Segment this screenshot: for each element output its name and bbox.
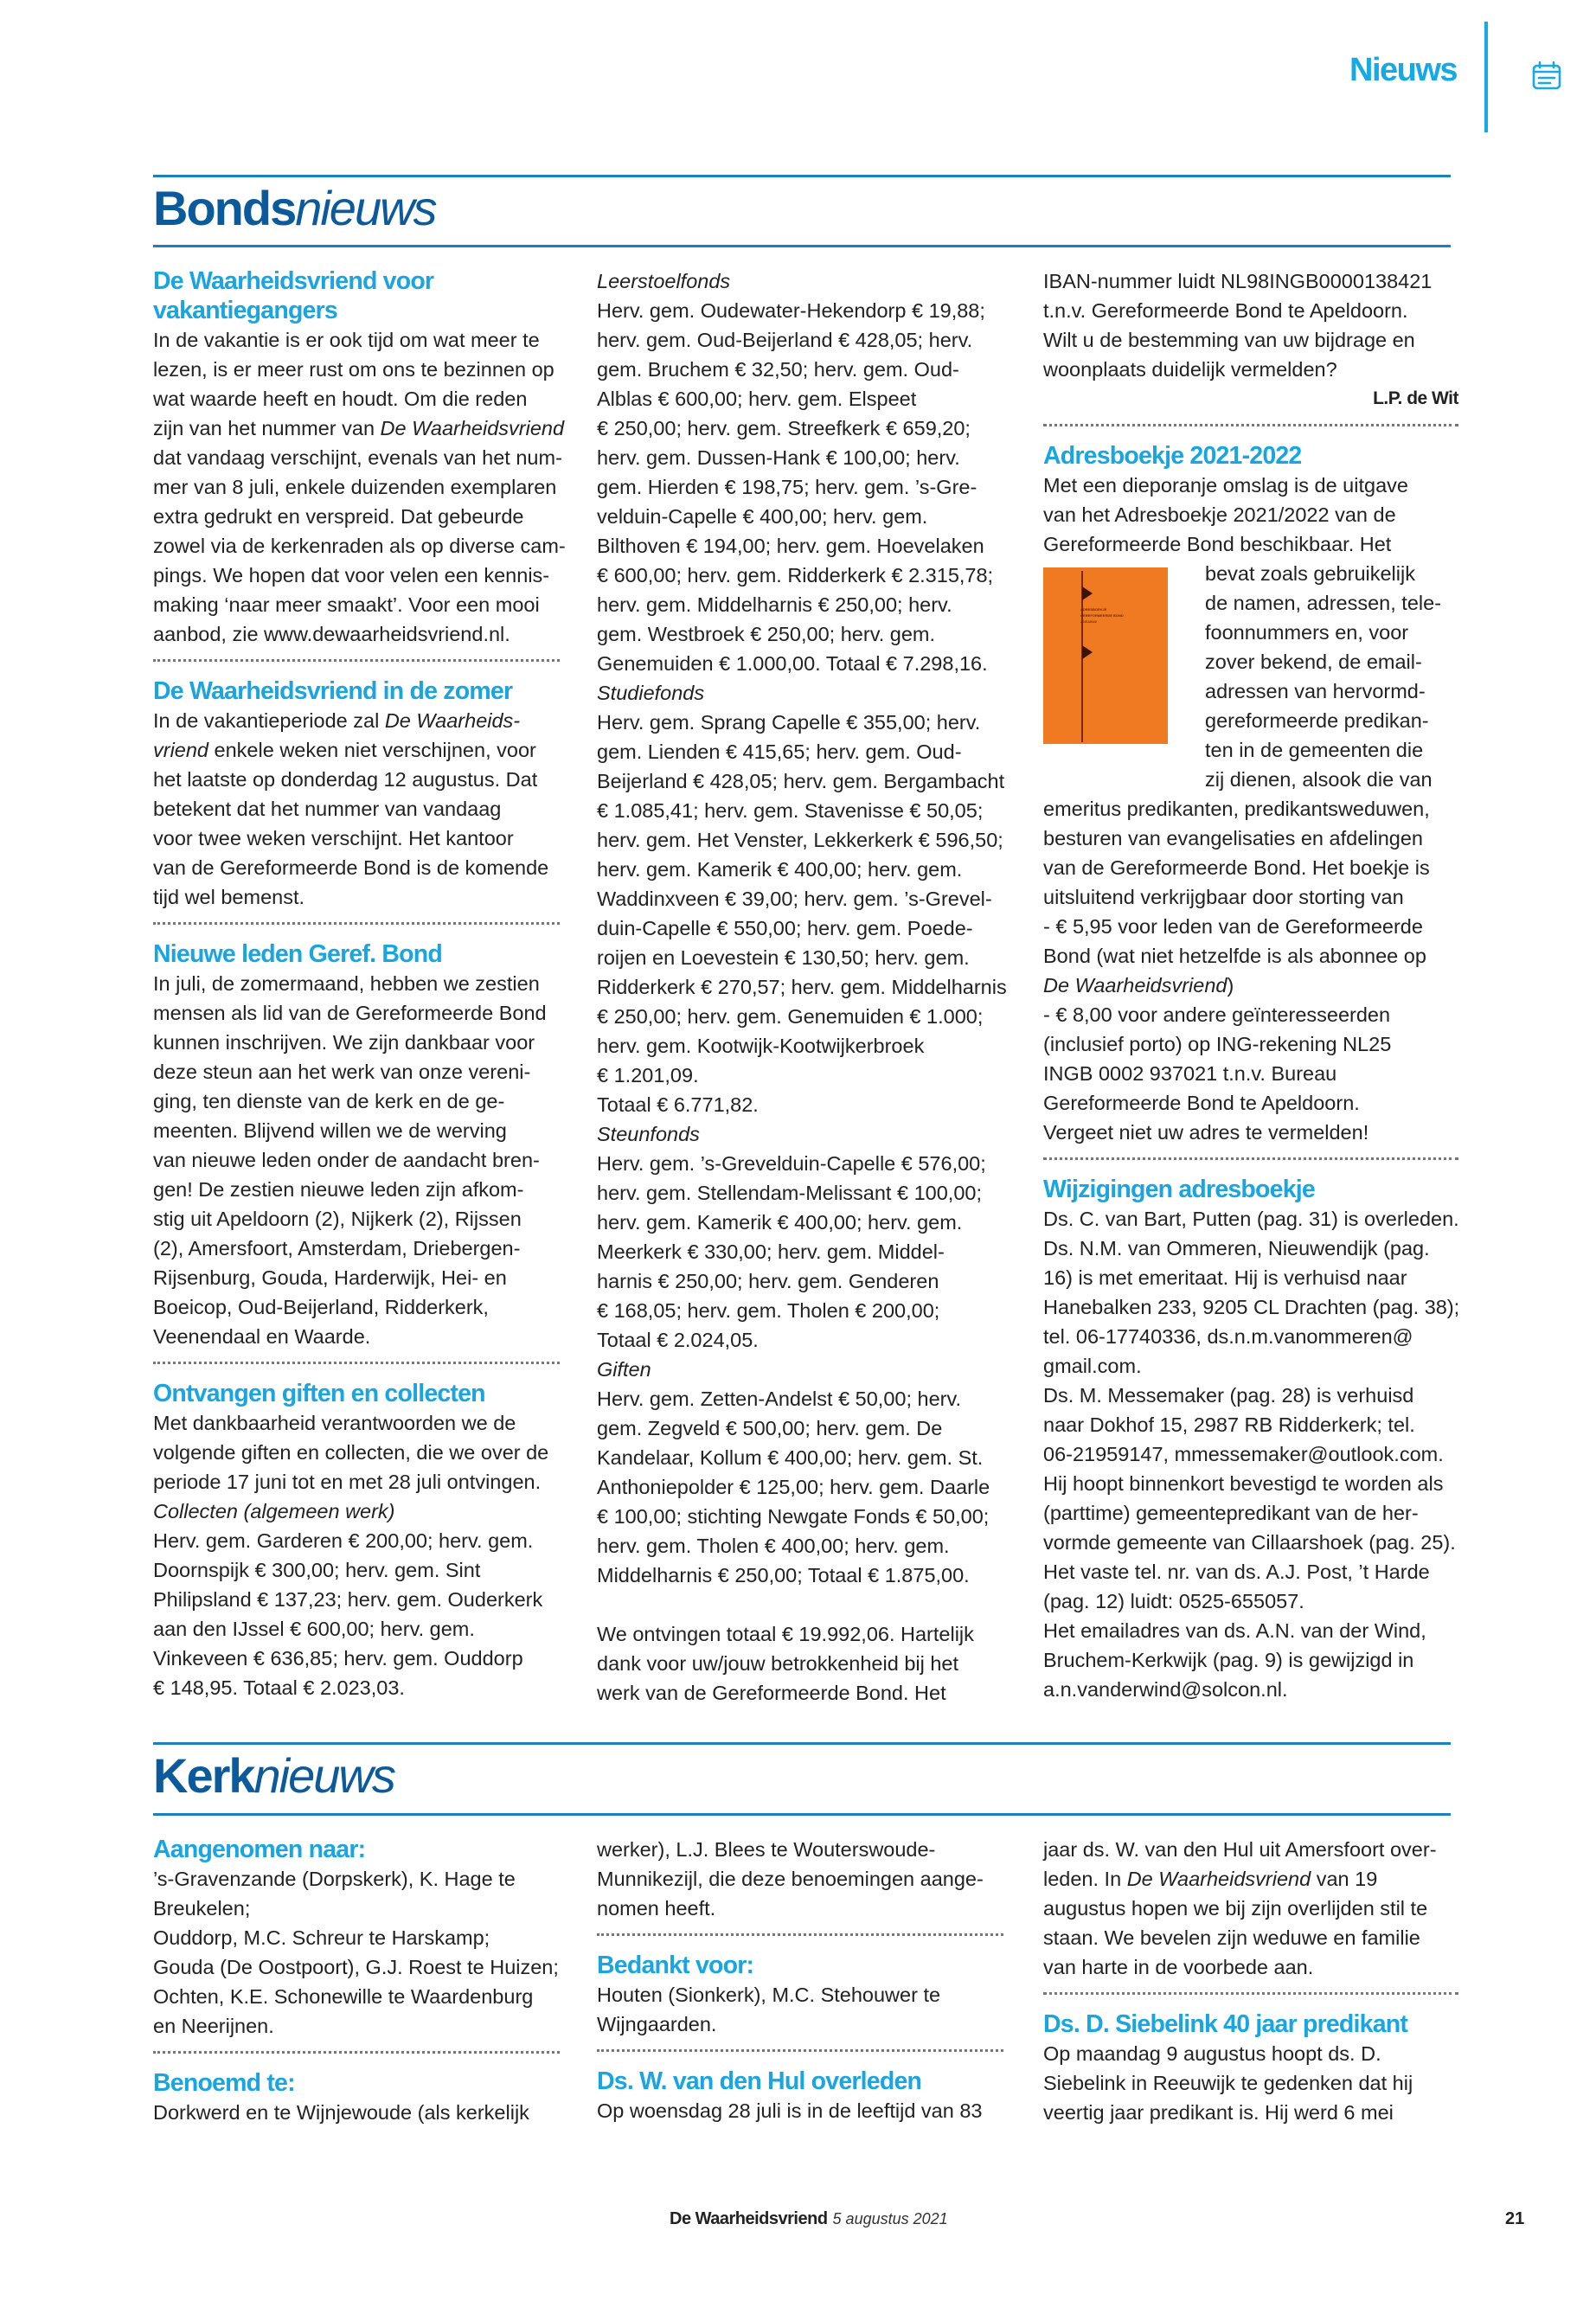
cover-text: GEREFORMEERDE BOND bbox=[1080, 613, 1124, 618]
calendar-icon bbox=[1531, 61, 1562, 92]
dotted-divider bbox=[1043, 1147, 1467, 1175]
header-divider bbox=[1484, 22, 1488, 132]
cover-text: ADRESBOEKJE bbox=[1080, 607, 1107, 612]
text-line: Genemuiden € 1.000,00. Totaal € 7.298,16. bbox=[597, 652, 988, 675]
text-line: De Waarheidsvriend) bbox=[1043, 974, 1234, 997]
text-line: Middelharnis € 250,00; Totaal € 1.875,00. bbox=[597, 1564, 970, 1586]
text-line: de namen, adressen, tele- bbox=[1205, 592, 1442, 614]
text-line: foonnummers en, voor bbox=[1205, 621, 1409, 644]
bonds-column-1 bbox=[153, 266, 568, 1702]
text-line: periode 17 juni tot en met 28 juli ontvingen. bbox=[153, 1471, 542, 1493]
text-line: herv. gem. Stellendam-Melissant € 100,00; bbox=[597, 1182, 982, 1204]
article-heading: Adresboekje 2021-2022 bbox=[1043, 442, 1302, 470]
text-line: Gereformeerde Bond te Apeldoorn. bbox=[1043, 1092, 1360, 1114]
text-line: adressen van hervormd- bbox=[1205, 680, 1426, 702]
paragraph bbox=[153, 969, 568, 1351]
text-line: volgende giften en collecten, die we over de bbox=[153, 1441, 549, 1464]
text-line: (inclusief porto) op ING-rekening NL25 bbox=[1043, 1033, 1392, 1055]
text-line: roijen en Loevestein € 130,50; herv. gem. bbox=[597, 946, 970, 969]
text-line: duin-Capelle € 550,00; herv. gem. Poede- bbox=[597, 917, 973, 939]
text-line: ging, ten dienste van de kerk en de ge- bbox=[153, 1090, 505, 1112]
section-rule-bottom bbox=[153, 1813, 1451, 1816]
text-line: meenten. Blijvend willen we de werving bbox=[153, 1119, 507, 1142]
subheading: Collecten (algemeen werk) bbox=[153, 1500, 395, 1522]
paragraph bbox=[597, 296, 1012, 678]
text-line: stig uit Apeldoorn (2), Nijkerk (2), Rijssen bbox=[153, 1208, 522, 1230]
text-line: werk van de Gereformeerde Bond. Het bbox=[597, 1682, 946, 1704]
text-line: herv. gem. Kootwijk-Kootwijkerbroek bbox=[597, 1035, 925, 1057]
text-line: € 100,00; stichting Newgate Fonds € 50,00; bbox=[597, 1505, 990, 1528]
text-line: ten in de gemeenten die bbox=[1205, 739, 1424, 761]
paragraph bbox=[597, 1835, 1012, 1923]
subheading: Studiefonds bbox=[597, 682, 705, 704]
text-line: dat vandaag verschijnt, evenals van het num- bbox=[153, 446, 562, 469]
paragraph bbox=[153, 1864, 568, 2041]
article-heading: Aangenomen naar: bbox=[153, 1836, 366, 1863]
subheading: Steunfonds bbox=[597, 1123, 700, 1145]
text-line: herv. gem. Middelharnis € 250,00; herv. bbox=[597, 593, 952, 616]
paragraph bbox=[597, 1149, 1012, 1355]
text-line: (parttime) gemeentepredikant van de her- bbox=[1043, 1502, 1419, 1524]
text-line: Beijerland € 428,05; herv. gem. Bergambacht bbox=[597, 770, 1005, 792]
text-line: Breukelen; bbox=[153, 1897, 251, 1920]
text-line: herv. gem. Kamerik € 400,00; herv. gem. bbox=[597, 1211, 963, 1234]
text-line: Hij hoopt binnenkort bevestigd te worden als bbox=[1043, 1472, 1444, 1495]
text-line: Ds. N.M. van Ommeren, Nieuwendijk (pag. bbox=[1043, 1237, 1430, 1259]
text-line: nomen heeft. bbox=[597, 1897, 716, 1920]
text-line: In juli, de zomermaand, hebben we zestien bbox=[153, 972, 540, 995]
text-line: van harte in de voorbede aan. bbox=[1043, 1956, 1314, 1978]
text-line: Ouddorp, M.C. Schreur te Harskamp; bbox=[153, 1926, 490, 1949]
text-line: 06-21959147, mmessemaker@outlook.com. bbox=[1043, 1443, 1444, 1465]
text-line: Meerkerk € 330,00; herv. gem. Middel- bbox=[597, 1240, 945, 1263]
paragraph bbox=[153, 1408, 568, 1497]
text-line: staan. We bevelen zijn weduwe en familie bbox=[1043, 1926, 1420, 1949]
article-heading: Ds. D. Siebelink 40 jaar predikant bbox=[1043, 2010, 1408, 2038]
text-line: en Neerijnen. bbox=[153, 2015, 274, 2037]
cover-flag-icon bbox=[1082, 645, 1093, 659]
text-line: Bilthoven € 194,00; herv. gem. Hoevelaken bbox=[597, 535, 984, 557]
cover-title bbox=[1080, 606, 1124, 625]
article-heading: De Waarheidsvriend voor bbox=[153, 267, 434, 295]
section-label: Nieuws bbox=[1349, 52, 1458, 88]
text-line: tijd wel bemenst. bbox=[153, 886, 305, 908]
text-line: gem. Westbroek € 250,00; herv. gem. bbox=[597, 623, 935, 645]
text-line: - € 5,95 voor leden van de Gereformeerde bbox=[1043, 915, 1423, 938]
text-line: IBAN-nummer luidt NL98INGB0000138421 bbox=[1043, 270, 1433, 292]
image-with-text bbox=[1043, 559, 1467, 794]
dotted-divider bbox=[597, 1923, 1012, 1951]
text-line: Totaal € 6.771,82. bbox=[597, 1093, 759, 1116]
paragraph bbox=[597, 1980, 1012, 2039]
text-line: Vergeet niet uw adres te vermelden! bbox=[1043, 1121, 1369, 1144]
text-line: Doornspijk € 300,00; herv. gem. Sint bbox=[153, 1559, 481, 1581]
text-line: € 250,00; herv. gem. Streefkerk € 659,20; bbox=[597, 417, 971, 439]
text-line: ’s-Gravenzande (Dorpskerk), K. Hage te bbox=[153, 1868, 516, 1890]
text-line: Met een dieporanje omslag is de uitgave bbox=[1043, 474, 1408, 497]
paragraph bbox=[597, 1619, 1012, 1708]
text-line: augustus hopen we bij zijn overlijden stil te bbox=[1043, 1897, 1428, 1920]
text-line: gereformeerde predikan- bbox=[1205, 709, 1429, 732]
text-line: (2), Amersfoort, Amsterdam, Driebergen- bbox=[153, 1237, 521, 1259]
title-italic: nieuws bbox=[253, 1748, 394, 1803]
text-line: veertig jaar predikant is. Hij werd 6 mei bbox=[1043, 2101, 1394, 2124]
text-line: gem. Bruchem € 32,50; herv. gem. Oud- bbox=[597, 358, 959, 381]
text-line: Ds. M. Messemaker (pag. 28) is verhuisd bbox=[1043, 1384, 1414, 1407]
title-bold: Bonds bbox=[153, 181, 296, 235]
author-signature: L.P. de Wit bbox=[1373, 388, 1458, 408]
article-heading: Bedankt voor: bbox=[597, 1952, 754, 1979]
text-line: naar Dokhof 15, 2987 RB Ridderkerk; tel. bbox=[1043, 1413, 1415, 1436]
text-line: dank voor uw/jouw betrokkenheid bij het bbox=[597, 1652, 959, 1675]
text-line: lezen, is er meer rust om ons te bezinnen op bbox=[153, 358, 554, 381]
text-line: t.n.v. Gereformeerde Bond te Apeldoorn. bbox=[1043, 299, 1408, 322]
subheading: Leerstoelfonds bbox=[597, 270, 731, 292]
paragraph bbox=[1043, 471, 1467, 559]
page-number: 21 bbox=[1505, 2209, 1525, 2228]
text-line: Herv. gem. Sprang Capelle € 355,00; herv. bbox=[597, 711, 981, 734]
text-line: Totaal € 2.024,05. bbox=[597, 1329, 759, 1351]
text-line: € 250,00; herv. gem. Genemuiden € 1.000; bbox=[597, 1005, 984, 1028]
dotted-divider bbox=[597, 2039, 1012, 2067]
paragraph bbox=[597, 1384, 1012, 1590]
text-line: van het Adresboekje 2021/2022 van de bbox=[1043, 503, 1396, 526]
spacer bbox=[597, 1590, 1012, 1619]
text-line: € 1.085,41; herv. gem. Stavenisse € 50,05; bbox=[597, 799, 984, 822]
dotted-divider bbox=[1043, 1982, 1467, 2009]
paragraph bbox=[153, 2098, 568, 2127]
text-line: herv. gem. Oud-Beijerland € 428,05; herv. bbox=[597, 329, 973, 351]
text-line: Vinkeveen € 636,85; herv. gem. Ouddorp bbox=[153, 1647, 523, 1670]
text-line: Rijsenburg, Gouda, Harderwijk, Hei- en bbox=[153, 1266, 507, 1289]
cover-text: 2021/2022 bbox=[1080, 619, 1097, 624]
text-line: Herv. gem. ’s-Grevelduin-Capelle € 576,00; bbox=[597, 1152, 986, 1175]
text-line: gem. Lienden € 415,65; herv. gem. Oud- bbox=[597, 740, 962, 763]
text-line: Veenendaal en Waarde. bbox=[153, 1325, 371, 1348]
text-line: Wilt u de bestemming van uw bijdrage en bbox=[1043, 329, 1415, 351]
subheading: Giften bbox=[597, 1358, 651, 1381]
text-line: In de vakantie is er ook tijd om wat meer te bbox=[153, 329, 540, 351]
article-heading: Benoemd te: bbox=[153, 2069, 295, 2097]
text-line: van de Gereformeerde Bond is de komende bbox=[153, 856, 549, 879]
text-line: gmail.com. bbox=[1043, 1355, 1142, 1377]
dotted-divider bbox=[1043, 413, 1467, 441]
text-line: Het emailadres van ds. A.N. van der Wind, bbox=[1043, 1619, 1426, 1642]
text-line: Philipsland € 137,23; herv. gem. Ouderkerk bbox=[153, 1588, 543, 1611]
bonds-column-3 bbox=[1043, 266, 1467, 1704]
text-line: van nieuwe leden onder de aandacht bren- bbox=[153, 1149, 540, 1171]
paragraph bbox=[1043, 1204, 1467, 1704]
text-line: mensen als lid van de Gereformeerde Bond bbox=[153, 1002, 547, 1024]
text-line: Gouda (De Oostpoort), G.J. Roest te Huizen; bbox=[153, 1956, 559, 1978]
text-line: Wijngaarden. bbox=[597, 2013, 717, 2035]
paragraph bbox=[597, 2096, 1012, 2125]
text-line: gem. Hierden € 198,75; herv. gem. ’s-Gre- bbox=[597, 476, 977, 498]
text-line: Dorkwerd en te Wijnjewoude (als kerkelijk bbox=[153, 2101, 529, 2124]
text-line: aan den IJssel € 600,00; herv. gem. bbox=[153, 1618, 475, 1640]
publication-name: De Waarheidsvriend bbox=[670, 2209, 828, 2228]
kerk-column-3 bbox=[1043, 1835, 1467, 2127]
text-line: uitsluitend verkrijgbaar door storting van bbox=[1043, 886, 1404, 908]
cover-flag-icon bbox=[1082, 586, 1093, 600]
issue-date: 5 augustus 2021 bbox=[832, 2210, 948, 2227]
text-line: Gereformeerde Bond beschikbaar. Het bbox=[1043, 533, 1392, 555]
text-line: pings. We hopen dat voor velen een kennis- bbox=[153, 564, 550, 586]
text-line: zover bekend, de email- bbox=[1205, 651, 1422, 673]
text-line: Alblas € 600,00; herv. gem. Elspeet bbox=[597, 388, 917, 410]
text-line: € 148,95. Totaal € 2.023,03. bbox=[153, 1676, 405, 1699]
text-line: In de vakantieperiode zal De Waarheids- bbox=[153, 709, 521, 732]
section-rule-bottom bbox=[153, 245, 1451, 247]
paragraph bbox=[153, 325, 568, 649]
text-line: INGB 0002 937021 t.n.v. Bureau bbox=[1043, 1062, 1337, 1085]
text-line: We ontvingen totaal € 19.992,06. Hartelijk bbox=[597, 1623, 974, 1645]
section-title-bondsnieuws bbox=[153, 180, 436, 236]
dotted-divider bbox=[153, 1351, 568, 1379]
text-line: Hanebalken 233, 9205 CL Drachten (pag. 38); bbox=[1043, 1296, 1460, 1318]
text-line: Met dankbaarheid verantwoorden we de bbox=[153, 1412, 516, 1434]
text-line: Munnikezijl, die deze benoemingen aange- bbox=[597, 1868, 984, 1890]
text-line: herv. gem. Het Venster, Lekkerkerk € 596,50; bbox=[597, 829, 1003, 851]
text-line: tel. 06-17740336, ds.n.m.vanommeren@ bbox=[1043, 1325, 1413, 1348]
dotted-divider bbox=[153, 2041, 568, 2068]
text-line: velduin-Capelle € 400,00; herv. gem. bbox=[597, 505, 928, 528]
text-line: besturen van evangelisaties en afdelingen bbox=[1043, 827, 1423, 849]
paragraph bbox=[1043, 266, 1467, 384]
text-line: herv. gem. Kamerik € 400,00; herv. gem. bbox=[597, 858, 963, 881]
section-rule-top bbox=[153, 175, 1451, 177]
text-line: Herv. gem. Oudewater-Hekendorp € 19,88; bbox=[597, 299, 985, 322]
bonds-column-2 bbox=[597, 266, 1012, 1708]
paragraph bbox=[153, 706, 568, 912]
footer bbox=[670, 2209, 948, 2229]
paragraph bbox=[1043, 794, 1467, 1147]
text-line: herv. gem. Tholen € 400,00; herv. gem. bbox=[597, 1535, 950, 1557]
text-line: Bruchem-Kerkwijk (pag. 9) is gewijzigd in bbox=[1043, 1649, 1414, 1671]
text-line: betekent dat het nummer van vandaag bbox=[153, 798, 502, 820]
paragraph bbox=[597, 708, 1012, 1119]
text-line: Op woensdag 28 juli is in de leeftijd van 83 bbox=[597, 2099, 983, 2122]
text-line: het laatste op donderdag 12 augustus. Dat bbox=[153, 768, 538, 791]
text-line: gem. Zegveld € 500,00; herv. gem. De bbox=[597, 1417, 943, 1439]
paragraph bbox=[1043, 2039, 1467, 2127]
text-line: Op maandag 9 augustus hoopt ds. D. bbox=[1043, 2042, 1381, 2065]
text-line: herv. gem. Dussen-Hank € 100,00; herv. bbox=[597, 446, 960, 469]
dotted-divider bbox=[153, 912, 568, 939]
text-line: a.n.vanderwind@solcon.nl. bbox=[1043, 1678, 1288, 1701]
article-heading: Nieuwe leden Geref. Bond bbox=[153, 940, 442, 968]
text-line: van de Gereformeerde Bond. Het boekje is bbox=[1043, 856, 1430, 879]
text-line: zowel via de kerkenraden als op diverse cam- bbox=[153, 535, 566, 557]
text-line: leden. In De Waarheidsvriend van 19 bbox=[1043, 1868, 1378, 1890]
text-line: Waddinxveen € 39,00; herv. gem. ’s-Grevel- bbox=[597, 888, 992, 910]
text-line: Herv. gem. Garderen € 200,00; herv. gem. bbox=[153, 1529, 534, 1552]
text-line: Het vaste tel. nr. van ds. A.J. Post, ’t Harde bbox=[1043, 1561, 1430, 1583]
article-heading: Ds. W. van den Hul overleden bbox=[597, 2067, 922, 2095]
paragraph bbox=[1205, 559, 1441, 794]
text-line: - € 8,00 voor andere geïnteresseerden bbox=[1043, 1003, 1391, 1026]
kerk-column-2 bbox=[597, 1835, 1012, 2125]
section-title-kerknieuws bbox=[153, 1747, 394, 1804]
text-line: aanbod, zie www.dewaarheidsvriend.nl. bbox=[153, 623, 510, 645]
text-line: kunnen inschrijven. We zijn dankbaar voor bbox=[153, 1031, 535, 1054]
article-heading: Wijzigingen adresboekje bbox=[1043, 1176, 1315, 1203]
text-line: Ds. C. van Bart, Putten (pag. 31) is overleden. bbox=[1043, 1208, 1459, 1230]
text-line: Ridderkerk € 270,57; herv. gem. Middelharnis bbox=[597, 976, 1007, 998]
adresboekje-cover-image bbox=[1043, 567, 1168, 744]
text-line: Anthoniepolder € 125,00; herv. gem. Daarle bbox=[597, 1476, 990, 1498]
text-line: bevat zoals gebruikelijk bbox=[1205, 562, 1415, 585]
text-line: harnis € 250,00; herv. gem. Genderen bbox=[597, 1270, 939, 1292]
text-line: vriend enkele weken niet verschijnen, voor bbox=[153, 739, 536, 761]
article-heading: De Waarheidsvriend in de zomer bbox=[153, 677, 513, 705]
text-line: mer van 8 juli, enkele duizenden exemplaren bbox=[153, 476, 557, 498]
text-line: woonplaats duidelijk vermelden? bbox=[1043, 358, 1337, 381]
text-line: emeritus predikanten, predikantsweduwen, bbox=[1043, 798, 1430, 820]
text-line: Ochten, K.E. Schonewille te Waardenburg bbox=[153, 1985, 534, 2008]
text-line: Bond (wat niet hetzelfde is als abonnee op bbox=[1043, 945, 1426, 967]
text-line: extra gedrukt en verspreid. Dat gebeurde bbox=[153, 505, 524, 528]
text-line: € 168,05; herv. gem. Tholen € 200,00; bbox=[597, 1299, 940, 1322]
text-line: voor twee weken verschijnt. Het kantoor bbox=[153, 827, 514, 849]
title-italic: nieuws bbox=[295, 181, 436, 235]
text-line: zijn van het nummer van De Waarheidsvriend bbox=[153, 417, 565, 439]
text-line: Boeicop, Oud-Beijerland, Ridderkerk, bbox=[153, 1296, 489, 1318]
text-line: Siebelink in Reeuwijk te gedenken dat hij bbox=[1043, 2072, 1413, 2094]
section-rule-top bbox=[153, 1742, 1451, 1745]
text-line: Herv. gem. Zetten-Andelst € 50,00; herv. bbox=[597, 1388, 962, 1410]
dotted-divider bbox=[153, 649, 568, 676]
article-heading: Ontvangen giften en collecten bbox=[153, 1380, 485, 1407]
paragraph bbox=[1043, 1835, 1467, 1982]
kerk-column-1 bbox=[153, 1835, 568, 2127]
text-line: Kandelaar, Kollum € 400,00; herv. gem. St. bbox=[597, 1446, 984, 1469]
text-line: making ‘naar meer smaakt’. Voor een mooi bbox=[153, 593, 540, 616]
paragraph bbox=[153, 1526, 568, 1702]
text-line: (pag. 12) luidt: 0525-655057. bbox=[1043, 1590, 1304, 1612]
text-line: wat waarde heeft en houdt. Om die reden bbox=[153, 388, 528, 410]
text-line: werker), L.J. Blees te Wouterswoude- bbox=[597, 1838, 936, 1861]
text-line: deze steun aan het werk van onze vereni- bbox=[153, 1061, 531, 1083]
text-line: zij dienen, alsook die van bbox=[1205, 768, 1433, 791]
title-bold: Kerk bbox=[153, 1748, 254, 1803]
text-line: € 600,00; herv. gem. Ridderkerk € 2.315,78; bbox=[597, 564, 994, 586]
text-line: vormde gemeente van Cillaarshoek (pag. 25). bbox=[1043, 1531, 1456, 1554]
article-heading: vakantiegangers bbox=[153, 297, 337, 324]
text-line: jaar ds. W. van den Hul uit Amersfoort over- bbox=[1043, 1838, 1437, 1861]
text-line: Houten (Sionkerk), M.C. Stehouwer te bbox=[597, 1984, 941, 2006]
text-line: gen! De zestien nieuwe leden zijn afkom- bbox=[153, 1178, 524, 1201]
text-line: € 1.201,09. bbox=[597, 1064, 699, 1086]
text-line: 16) is met emeritaat. Hij is verhuisd naar bbox=[1043, 1266, 1407, 1289]
